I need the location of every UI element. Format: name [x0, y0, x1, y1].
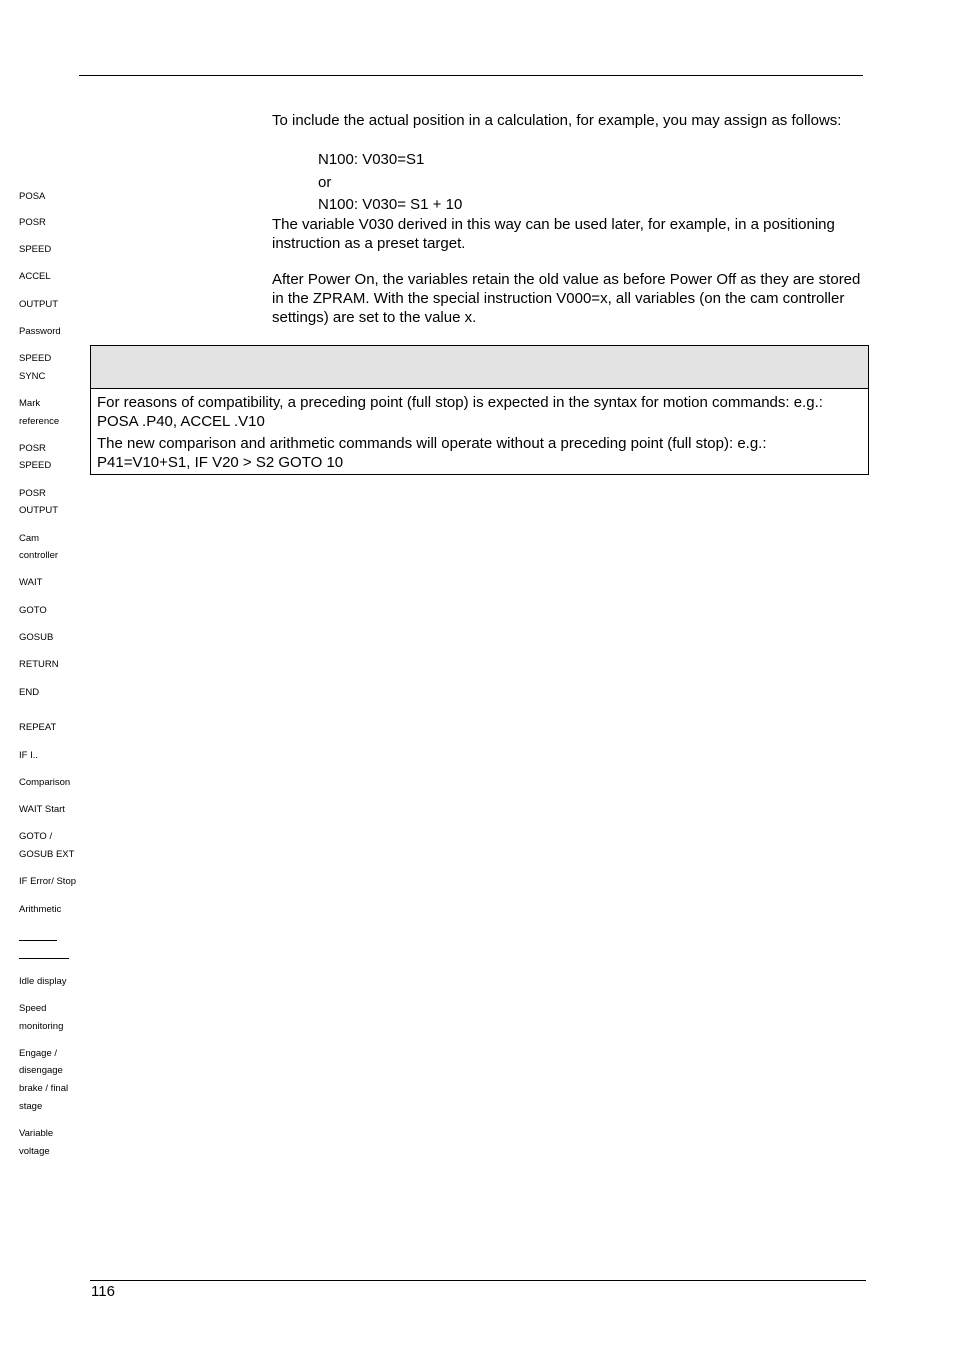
- sidebar-item[interactable]: stage: [19, 1101, 43, 1112]
- sidebar-item[interactable]: Variable: [19, 1128, 54, 1139]
- sidebar-item[interactable]: IF Error/ Stop: [19, 876, 77, 887]
- note-text-new-commands: The new comparison and arithmetic commands will operate without a preceding point (full stop): e.g.: P41=V10+S1, IF V20 > S2 GOTO 10: [97, 435, 767, 471]
- note-box: [90, 345, 869, 475]
- sidebar-item[interactable]: reference: [19, 416, 60, 427]
- variable-paragraph: The variable V030 derived in this way can be used later, for example, in a positioning instruction as a preset target.: [272, 216, 835, 252]
- sidebar-item[interactable]: WAIT: [19, 577, 43, 588]
- sidebar-divider: [19, 940, 57, 941]
- sidebar-item[interactable]: POSR: [19, 443, 46, 454]
- sidebar-item[interactable]: RETURN: [19, 659, 59, 670]
- note-header: [91, 346, 868, 389]
- sidebar-item[interactable]: Idle display: [19, 976, 67, 987]
- sidebar-item[interactable]: controller: [19, 550, 59, 561]
- header-rule: [79, 75, 863, 76]
- sidebar-item[interactable]: SPEED: [19, 244, 52, 255]
- sidebar-item[interactable]: OUTPUT: [19, 299, 59, 310]
- sidebar-item[interactable]: Engage /: [19, 1048, 58, 1059]
- sidebar-item[interactable]: brake / final: [19, 1083, 69, 1094]
- sidebar-item[interactable]: ACCEL: [19, 271, 51, 282]
- sidebar-item[interactable]: disengage: [19, 1065, 63, 1076]
- sidebar-item[interactable]: POSR: [19, 488, 46, 499]
- page-number: 116: [91, 1283, 115, 1300]
- sidebar-item[interactable]: POSA: [19, 191, 46, 202]
- sidebar-item[interactable]: GOTO: [19, 605, 47, 616]
- sidebar-item[interactable]: SYNC: [19, 371, 46, 382]
- sidebar-item[interactable]: Arithmetic: [19, 904, 62, 915]
- sidebar-item[interactable]: Speed: [19, 1003, 47, 1014]
- sidebar-item[interactable]: OUTPUT: [19, 505, 59, 516]
- sidebar-item[interactable]: GOSUB: [19, 632, 54, 643]
- sidebar-item[interactable]: GOSUB EXT: [19, 849, 75, 860]
- sidebar-item[interactable]: Cam: [19, 533, 40, 544]
- sidebar-item[interactable]: Comparison: [19, 777, 71, 788]
- sidebar-item[interactable]: IF I..: [19, 750, 38, 761]
- sidebar-item[interactable]: WAIT Start: [19, 804, 65, 815]
- sidebar-item[interactable]: END: [19, 687, 40, 698]
- or-text: or: [318, 174, 332, 191]
- intro-paragraph: To include the actual position in a calculation, for example, you may assign as follows:: [272, 112, 842, 129]
- sidebar-divider: [19, 958, 69, 959]
- sidebar-item[interactable]: SPEED: [19, 460, 52, 471]
- code-example-1: N100: V030=S1: [318, 151, 425, 168]
- sidebar-item[interactable]: Password: [19, 326, 61, 337]
- sidebar-item[interactable]: monitoring: [19, 1021, 64, 1032]
- sidebar-index: [0, 0, 85, 1200]
- sidebar-item[interactable]: Mark: [19, 398, 41, 409]
- code-example-2: N100: V030= S1 + 10: [318, 196, 463, 213]
- sidebar-item[interactable]: POSR: [19, 217, 46, 228]
- sidebar-item[interactable]: REPEAT: [19, 722, 57, 733]
- sidebar-item[interactable]: GOTO /: [19, 831, 53, 842]
- power-on-paragraph: After Power On, the variables retain the old value as before Power Off as they are stored in the ZPRAM. With the special instruction V000=x, all variables (on the cam controller settings) are set to the value x.: [272, 271, 861, 326]
- note-text-compatibility: For reasons of compatibility, a preceding point (full stop) is expected in the syntax for motion commands: e.g.: POSA .P40, ACCEL .V10: [97, 394, 823, 430]
- footer-rule: [90, 1280, 866, 1281]
- sidebar-item[interactable]: SPEED: [19, 353, 52, 364]
- sidebar-item[interactable]: voltage: [19, 1146, 50, 1157]
